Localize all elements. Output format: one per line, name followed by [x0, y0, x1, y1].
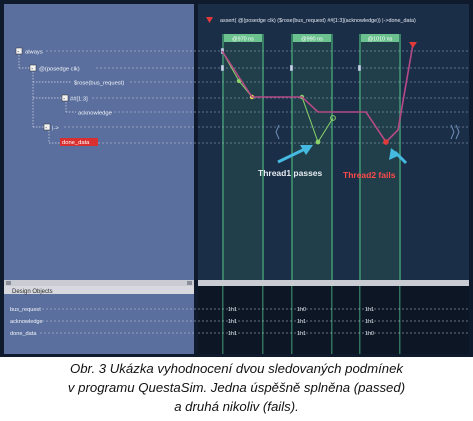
- scroll-right-arrow[interactable]: [187, 281, 192, 285]
- thread1-label: Thread1 passes: [258, 168, 323, 178]
- thread2-fail-point: [383, 139, 389, 145]
- figure-caption: [0, 359, 473, 416]
- tree-item-done-data[interactable]: done_data: [62, 140, 90, 146]
- bus-request-value-1010: 1h1: [365, 307, 374, 313]
- done-data-value-970: 1h1: [228, 331, 237, 337]
- tree-item-always[interactable]: always: [25, 49, 43, 56]
- signal-name-acknowledge[interactable]: acknowledge: [10, 319, 43, 325]
- caption-line-3: a druhá nikoliv (fails).: [174, 399, 299, 414]
- signal-name-done-data[interactable]: done_data: [10, 331, 37, 337]
- acknowledge-value-1010: 1h1: [365, 319, 374, 325]
- tree-item-acknowledge[interactable]: acknowledge: [78, 110, 112, 117]
- bus-request-value-970: 1h1: [228, 307, 237, 313]
- svg-text:-: -: [45, 125, 48, 132]
- done-data-value-990: 1h1: [297, 331, 306, 337]
- time-marker-1010-label: @1010 ns: [367, 36, 393, 43]
- svg-text:-: -: [63, 96, 66, 103]
- caption-line-1: Obr. 3 Ukázka vyhodnocení dvou sledovaných podmínek: [69, 361, 404, 376]
- time-cursor-shading: [224, 34, 399, 280]
- done-data-value-1010: 1h0: [365, 331, 374, 337]
- acknowledge-value-990: 1h1: [297, 319, 306, 325]
- assertion-expression: assert( @(posedge clk) ($rose(bus_request) ##[1:3](acknowledge)) |->done_data): [220, 18, 416, 24]
- wave-hscrollbar[interactable]: [198, 280, 469, 286]
- thread2-label: Thread2 fails: [343, 170, 396, 180]
- time-marker-970-label: @970 ns: [232, 36, 254, 43]
- acknowledge-value-970: 1h1: [228, 319, 237, 325]
- signal-name-bus-request[interactable]: bus_request: [10, 307, 41, 313]
- tree-item-implication[interactable]: |->: [52, 125, 59, 132]
- signal-values-panel: [198, 286, 469, 354]
- design-objects-header: Design Objects: [12, 289, 53, 295]
- bus-request-value-990: 1h0: [297, 307, 306, 313]
- tree-item-posedge-clk[interactable]: @(posedge clk): [39, 66, 80, 73]
- tree-hscrollbar[interactable]: [4, 280, 194, 286]
- tree-item-delay-range[interactable]: ##[1:3]: [70, 96, 88, 103]
- tree-item-rose-bus-request[interactable]: $rose(bus_request): [74, 80, 125, 87]
- caption-line-2: v programu QuestaSim. Jedna úspěšně splněna (passed): [67, 380, 406, 395]
- scroll-left-arrow[interactable]: [6, 281, 11, 285]
- svg-text:-: -: [31, 66, 34, 73]
- time-marker-990-label: @990 ns: [301, 36, 323, 43]
- assertion-tree-panel: [4, 4, 194, 280]
- svg-text:-: -: [17, 49, 20, 56]
